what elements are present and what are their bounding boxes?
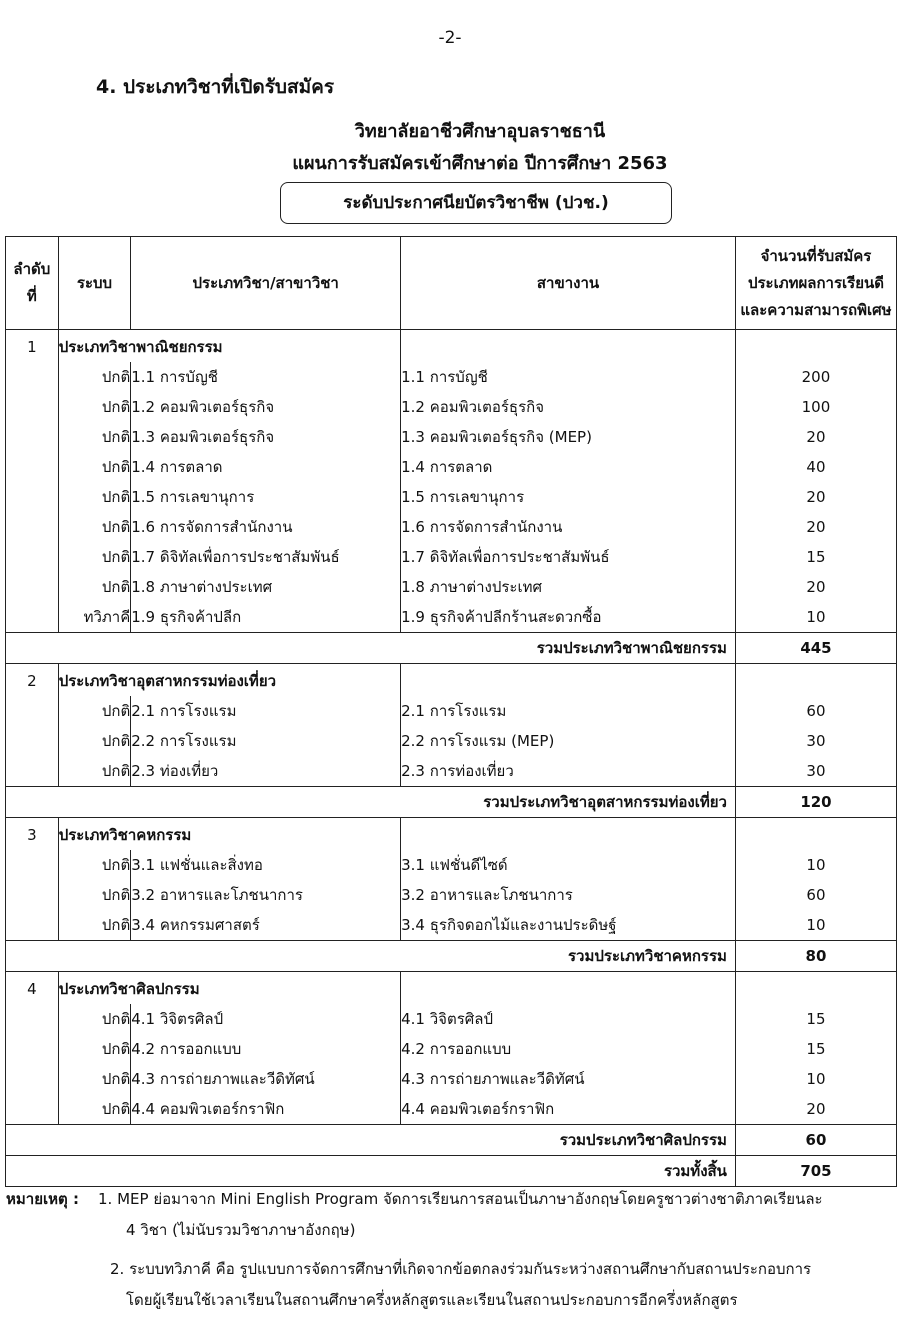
group-total-row (6, 787, 897, 818)
row-no-empty (6, 910, 59, 941)
section-heading: 4. ประเภทวิชาที่เปิดรับสมัคร (96, 76, 335, 98)
row-quota: 20 (735, 512, 896, 542)
row-quota: 15 (735, 1004, 896, 1034)
row-no-empty (6, 756, 59, 787)
row-no-empty (6, 1064, 59, 1094)
row-no-empty (6, 696, 59, 726)
row-quota: 60 (735, 696, 896, 726)
table-row (6, 512, 897, 542)
row-system: ปกติ (58, 850, 131, 880)
row-no-empty (6, 392, 59, 422)
table-row (6, 452, 897, 482)
row-no-empty (6, 850, 59, 880)
row-type: 1.2 คอมพิวเตอร์ธุรกิจ (131, 392, 401, 422)
table-row (6, 756, 897, 787)
table-row (6, 850, 897, 880)
row-no-empty (6, 482, 59, 512)
row-field: 2.1 การโรงแรม (401, 696, 736, 726)
table-row (6, 1004, 897, 1034)
row-system: ปกติ (58, 756, 131, 787)
row-type: 1.7 ดิจิทัลเพื่อการประชาสัมพันธ์ (131, 542, 401, 572)
row-field: 4.3 การถ่ายภาพและวีดิทัศน์ (401, 1064, 736, 1094)
admission-table (5, 236, 897, 1187)
row-type: 4.4 คอมพิวเตอร์กราฟิก (131, 1094, 401, 1125)
row-quota: 30 (735, 756, 896, 787)
row-field: 4.1 วิจิตรศิลป์ (401, 1004, 736, 1034)
row-type: 2.1 การโรงแรม (131, 696, 401, 726)
row-quota: 20 (735, 572, 896, 602)
row-system: ปกติ (58, 1094, 131, 1125)
row-system: ทวิภาคี (58, 602, 131, 633)
group-number: 1 (6, 330, 59, 363)
group-name: ประเภทวิชาคหกรรม (58, 818, 400, 851)
row-quota: 30 (735, 726, 896, 756)
level-box: ระดับประกาศนียบัตรวิชาชีพ (ปวช.) (280, 182, 672, 224)
row-field: 3.4 ธุรกิจดอกไม้และงานประดิษฐ์ (401, 910, 736, 941)
group-total-row (6, 941, 897, 972)
group-field-empty (401, 330, 736, 363)
row-no-empty (6, 572, 59, 602)
row-no-empty (6, 452, 59, 482)
row-system: ปกติ (58, 482, 131, 512)
table-row (6, 602, 897, 633)
row-system: ปกติ (58, 362, 131, 392)
group-total-value: 60 (735, 1125, 896, 1156)
table-row (6, 422, 897, 452)
group-total-label: รวมประเภทวิชาพาณิชยกรรม (6, 633, 736, 664)
group-field-empty (401, 972, 736, 1005)
note-1-line-1: 1. MEP ย่อมาจาก Mini English Program จัดการเรียนการสอนเป็นภาษาอังกฤษโดยครูชาวต่างชาติภาคเรียนละ (98, 1190, 823, 1208)
group-quota-empty (735, 664, 896, 697)
row-field: 1.7 ดิจิทัลเพื่อการประชาสัมพันธ์ (401, 542, 736, 572)
row-type: 1.8 ภาษาต่างประเทศ (131, 572, 401, 602)
table-row (6, 542, 897, 572)
row-quota: 15 (735, 542, 896, 572)
table-row (6, 362, 897, 392)
row-system: ปกติ (58, 880, 131, 910)
group-field-empty (401, 664, 736, 697)
row-field: 1.3 คอมพิวเตอร์ธุรกิจ (MEP) (401, 422, 736, 452)
note-1-line-2: 4 วิชา (ไม่นับรวมวิชาภาษาอังกฤษ) (126, 1221, 356, 1239)
row-system: ปกติ (58, 696, 131, 726)
row-type: 2.3 ท่องเที่ยว (131, 756, 401, 787)
row-quota: 20 (735, 482, 896, 512)
row-field: 1.2 คอมพิวเตอร์ธุรกิจ (401, 392, 736, 422)
table-row (6, 1034, 897, 1064)
group-number: 3 (6, 818, 59, 851)
group-header-row (6, 330, 897, 363)
row-field: 4.4 คอมพิวเตอร์กราฟิก (401, 1094, 736, 1125)
row-type: 3.2 อาหารและโภชนาการ (131, 880, 401, 910)
row-quota: 10 (735, 850, 896, 880)
group-name: ประเภทวิชาอุตสาหกรรมท่องเที่ยว (58, 664, 400, 697)
row-quota: 20 (735, 422, 896, 452)
row-system: ปกติ (58, 1064, 131, 1094)
row-quota: 40 (735, 452, 896, 482)
group-total-label: รวมประเภทวิชาคหกรรม (6, 941, 736, 972)
table-row (6, 1094, 897, 1125)
row-type: 3.1 แฟชั่นและสิ่งทอ (131, 850, 401, 880)
table-header-row (6, 237, 897, 330)
document-title: วิทยาลัยอาชีวศึกษาอุบลราชธานี (354, 121, 606, 142)
row-type: 2.2 การโรงแรม (131, 726, 401, 756)
row-type: 4.1 วิจิตรศิลป์ (131, 1004, 401, 1034)
row-type: 1.5 การเลขานุการ (131, 482, 401, 512)
row-no-empty (6, 602, 59, 633)
row-type: 3.4 คหกรรมศาสตร์ (131, 910, 401, 941)
row-quota: 10 (735, 910, 896, 941)
row-system: ปกติ (58, 1034, 131, 1064)
table-row (6, 1064, 897, 1094)
row-type: 1.6 การจัดการสำนักงาน (131, 512, 401, 542)
row-no-empty (6, 1094, 59, 1125)
table-row (6, 572, 897, 602)
row-type: 1.4 การตลาด (131, 452, 401, 482)
row-type: 1.1 การบัญชี (131, 362, 401, 392)
row-type: 1.9 ธุรกิจค้าปลีก (131, 602, 401, 633)
table-body (6, 330, 897, 1187)
grand-total-value: 705 (735, 1156, 896, 1187)
group-name: ประเภทวิชาศิลปกรรม (58, 972, 400, 1005)
document-subtitle: แผนการรับสมัครเข้าศึกษาต่อ ปีการศึกษา 2563 (292, 153, 668, 174)
header-type: ประเภทวิชา/สาขาวิชา (131, 237, 401, 330)
table-row (6, 726, 897, 756)
group-total-value: 120 (735, 787, 896, 818)
row-system: ปกติ (58, 910, 131, 941)
row-no-empty (6, 362, 59, 392)
row-field: 1.9 ธุรกิจค้าปลีกร้านสะดวกซื้อ (401, 602, 736, 633)
table-row (6, 910, 897, 941)
header-quota: จำนวนที่รับสมัคร ประเภทผลการเรียนดี และความสามารถพิเศษ (735, 237, 896, 330)
row-field: 1.4 การตลาด (401, 452, 736, 482)
row-system: ปกติ (58, 726, 131, 756)
row-no-empty (6, 512, 59, 542)
group-number: 4 (6, 972, 59, 1005)
row-quota: 200 (735, 362, 896, 392)
row-no-empty (6, 880, 59, 910)
row-quota: 10 (735, 602, 896, 633)
row-system: ปกติ (58, 572, 131, 602)
row-field: 3.1 แฟชั่นดีไซด์ (401, 850, 736, 880)
group-header-row (6, 664, 897, 697)
row-no-empty (6, 1004, 59, 1034)
row-quota: 20 (735, 1094, 896, 1125)
row-system: ปกติ (58, 1004, 131, 1034)
header-no: ลำดับ ที่ (6, 237, 59, 330)
row-system: ปกติ (58, 422, 131, 452)
group-total-label: รวมประเภทวิชาอุตสาหกรรมท่องเที่ยว (6, 787, 736, 818)
row-quota: 60 (735, 880, 896, 910)
row-field: 1.6 การจัดการสำนักงาน (401, 512, 736, 542)
group-field-empty (401, 818, 736, 851)
table-row (6, 880, 897, 910)
row-type: 4.3 การถ่ายภาพและวีดิทัศน์ (131, 1064, 401, 1094)
group-quota-empty (735, 818, 896, 851)
row-field: 4.2 การออกแบบ (401, 1034, 736, 1064)
row-system: ปกติ (58, 512, 131, 542)
note-2-line-2: โดยผู้เรียนใช้เวลาเรียนในสถานศึกษาครึ่งหลักสูตรและเรียนในสถานประกอบการอีกครึ่งหลักสูตร (126, 1291, 738, 1309)
row-system: ปกติ (58, 392, 131, 422)
row-type: 4.2 การออกแบบ (131, 1034, 401, 1064)
header-system: ระบบ (58, 237, 131, 330)
group-quota-empty (735, 972, 896, 1005)
group-name: ประเภทวิชาพาณิชยกรรม (58, 330, 400, 363)
row-quota: 15 (735, 1034, 896, 1064)
row-type: 1.3 คอมพิวเตอร์ธุรกิจ (131, 422, 401, 452)
header-field: สาขางาน (401, 237, 736, 330)
row-field: 1.1 การบัญชี (401, 362, 736, 392)
grand-total-label: รวมทั้งสิ้น (6, 1156, 736, 1187)
note-2-line-1: 2. ระบบทวิภาคี คือ รูปแบบการจัดการศึกษาที่เกิดจากข้อตกลงร่วมกันระหว่างสถานศึกษากับสถานประกอบการ (110, 1260, 812, 1278)
group-total-row (6, 1125, 897, 1156)
group-header-row (6, 972, 897, 1005)
table-row (6, 696, 897, 726)
group-header-row (6, 818, 897, 851)
row-field: 2.2 การโรงแรม (MEP) (401, 726, 736, 756)
row-no-empty (6, 422, 59, 452)
group-total-row (6, 633, 897, 664)
notes-label: หมายเหตุ : (6, 1190, 79, 1208)
row-quota: 10 (735, 1064, 896, 1094)
row-field: 2.3 การท่องเที่ยว (401, 756, 736, 787)
row-system: ปกติ (58, 452, 131, 482)
row-quota: 100 (735, 392, 896, 422)
row-no-empty (6, 726, 59, 756)
table-row (6, 482, 897, 512)
row-field: 1.5 การเลขานุการ (401, 482, 736, 512)
row-field: 1.8 ภาษาต่างประเทศ (401, 572, 736, 602)
group-quota-empty (735, 330, 896, 363)
table-row (6, 392, 897, 422)
group-number: 2 (6, 664, 59, 697)
row-no-empty (6, 1034, 59, 1064)
group-total-label: รวมประเภทวิชาศิลปกรรม (6, 1125, 736, 1156)
page-number: -2- (438, 28, 462, 48)
row-system: ปกติ (58, 542, 131, 572)
group-total-value: 445 (735, 633, 896, 664)
row-no-empty (6, 542, 59, 572)
group-total-value: 80 (735, 941, 896, 972)
grand-total-row (6, 1156, 897, 1187)
row-field: 3.2 อาหารและโภชนาการ (401, 880, 736, 910)
